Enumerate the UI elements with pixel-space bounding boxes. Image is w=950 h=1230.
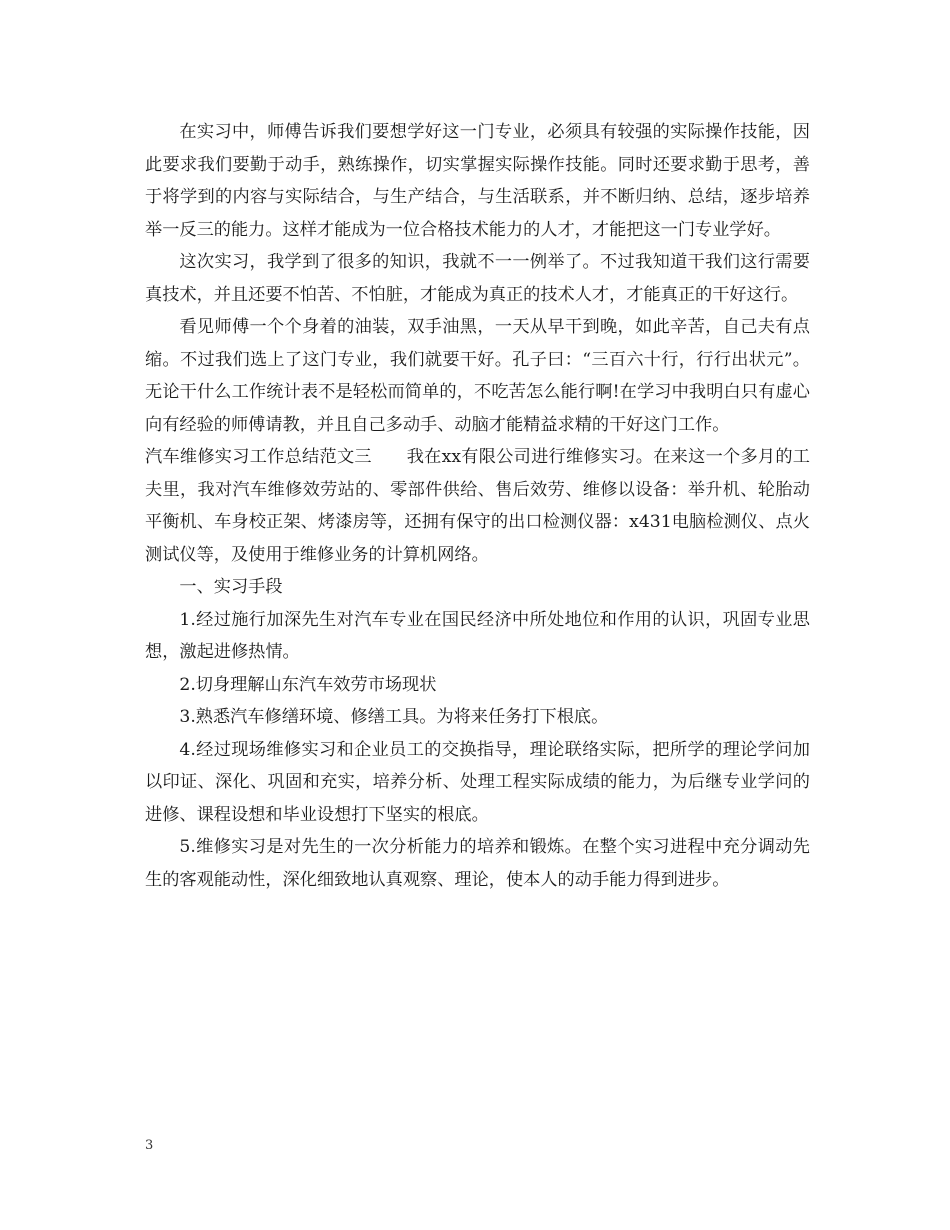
list-item-3: 3.熟悉汽车修缮环境、修缮工具。为将来任务打下根底。 bbox=[179, 707, 609, 727]
paragraph-4-section-title: 汽车维修实习工作总结范文三 我在xx有限公司进行维修实习。在来这一个多月的工夫里，我对汽车维修效劳站的、零部件供给、售后效劳、维修以设备：举升机、轮胎动平衡机、车身校正架、烤漆房等，还拥有保守的出口检测仪器：x431电脑检测仪、点火测试仪等，及使用于维修业务的计算机网络。 bbox=[145, 447, 810, 565]
paragraph-1: 在实习中，师傅告诉我们要想学好这一门专业，必须具有较强的实际操作技能，因此要求我们要勤于动手，熟练操作，切实掌握实际操作技能。同时还要求勤于思考，善于将学到的内容与实际结合，与生产结合，与生活联系，并不断归纳、总结，逐步培养举一反三的能力。这样才能成为一位合格技术能力的人才，才能把这一门专业学好。 bbox=[145, 122, 810, 240]
heading-practice-methods: 一、实习手段 bbox=[179, 577, 283, 597]
list-item-2: 2.切身理解山东汽车效劳市场现状 bbox=[179, 674, 437, 695]
paragraph-3: 看见师傅一个个身着的油装，双手油黑，一天从早干到晚，如此辛苦，自己夫有点缩。不过我们选上了这门专业，我们就要干好。孔子曰：“三百六十行，行行出状元”。无论干什么工作统计表不是轻松而简单的，不吃苦怎么能行啊!在学习中我明白只有虚心向有经验的师傅请教，并且自己多动手、动脑才能精益求精的干好这门工作。 bbox=[145, 317, 810, 435]
paragraph-2: 这次实习，我学到了很多的知识，我就不一一例举了。不过我知道干我们这行需要真技术，并且还要不怕苦、不怕脏，才能成为真正的技术人才，才能真正的干好这行。 bbox=[145, 252, 810, 305]
list-item-1: 1.经过施行加深先生对汽车专业在国民经济中所处地位和作用的认识，巩固专业思想，激起进修热情。 bbox=[145, 609, 810, 662]
list-item-5: 5.维修实习是对先生的一次分析能力的培养和锻炼。在整个实习进程中充分调动先生的客观能动性，深化细致地认真观察、理论，使本人的动手能力得到进步。 bbox=[145, 837, 810, 890]
page-number: 3 bbox=[145, 1138, 154, 1153]
document-body bbox=[145, 116, 810, 896]
list-item-4: 4.经过现场维修实习和企业员工的交换指导，理论联络实际，把所学的理论学问加以印证、深化、巩固和充实，培养分析、处理工程实际成绩的能力，为后继专业学问的进修、课程设想和毕业设想打下坚实的根底。 bbox=[145, 739, 810, 825]
